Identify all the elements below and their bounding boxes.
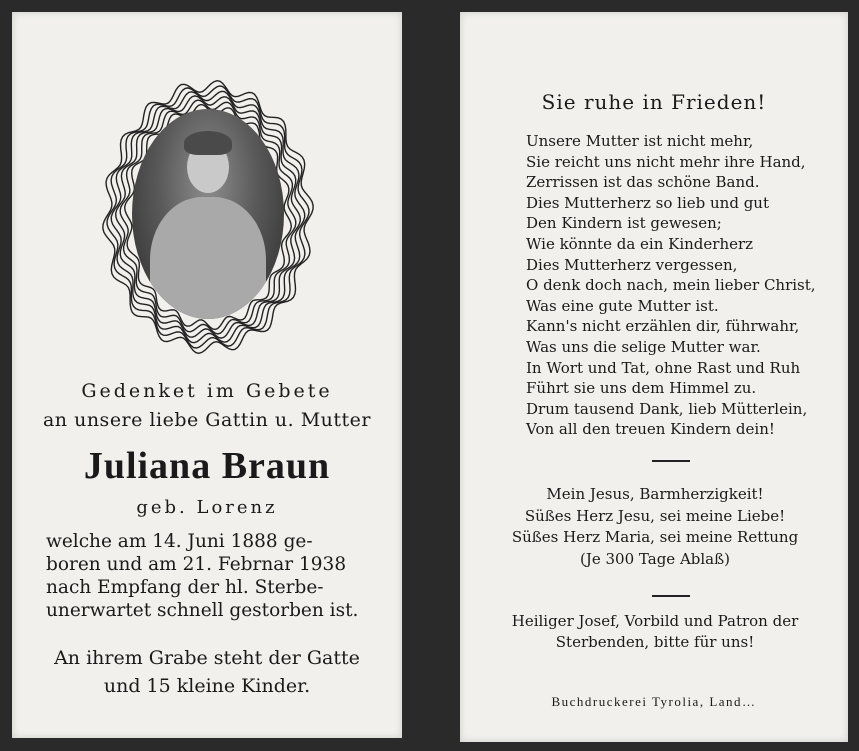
prayer-line: Mein Jesus, Barmherzigkeit! (546, 485, 764, 503)
closing-line: An ihrem Grabe steht der Gatte (54, 647, 360, 669)
invocation-line: Heiliger Josef, Vorbild und Patron der (511, 612, 799, 630)
bio-line: welche am 14. Juni 1888 ge- (46, 531, 313, 552)
closing-line: und 15 kleine Kinder. (103, 675, 311, 697)
prayer-block (480, 484, 830, 570)
deceased-name: Juliana Braun (83, 445, 331, 487)
poem-line: Den Kindern ist gewesen; (526, 214, 722, 233)
poem-line: Was uns die selige Mutter war. (526, 337, 761, 356)
rest-in-peace-title: Sie ruhe in Frieden! (541, 90, 767, 114)
prayer-line: Süßes Herz Jesu, sei meine Liebe! (524, 506, 786, 525)
poem-line: Von all den treuen Kindern dein! (526, 420, 775, 439)
poem-line: Was eine gute Mutter ist. (526, 296, 719, 315)
saint-joseph-invocation (480, 611, 830, 653)
bio-line: unerwartet schnell gestorben ist. (46, 600, 359, 621)
maiden-name: geb. Lorenz (136, 497, 278, 518)
poem-line: Dies Mutterherz vergessen, (526, 255, 738, 274)
remember-heading: Gedenket im Gebete (81, 380, 333, 402)
poem-line: Zerrissen ist das schöne Band. (526, 173, 760, 192)
printer-imprint: Buchdruckerei Tyrolia, Land… (551, 694, 757, 709)
poem-line: Dies Mutterherz so lieb und gut (526, 193, 769, 212)
left-card (12, 12, 402, 738)
poem-line: Kann's nicht erzählen dir, führwahr, (526, 317, 800, 336)
poem-line: Wie könnte da ein Kinderherz (526, 234, 754, 253)
portrait-frame (102, 77, 314, 357)
prayer-line: (Je 300 Tage Ablaß) (580, 549, 730, 568)
poem-line: O denk doch nach, mein lieber Christ, (526, 276, 816, 295)
bio-line: nach Empfang der hl. Sterbe- (46, 577, 324, 598)
invocation-line: Sterbenden, bitte für uns! (555, 633, 755, 651)
poem (526, 131, 826, 440)
poem-line: Drum tausend Dank, lieb Mütterlein, (526, 399, 808, 418)
poem-line: Unsere Mutter ist nicht mehr, (526, 132, 754, 150)
divider-rule (652, 460, 690, 462)
poem-line: Sie reicht uns nicht mehr ihre Hand, (526, 152, 806, 171)
right-card (460, 12, 848, 742)
closing-text (32, 644, 382, 700)
divider-rule (652, 595, 690, 597)
poem-line: In Wort und Tat, ohne Rast und Ruh (526, 358, 801, 377)
bio-line: boren und am 21. Febrnar 1938 (46, 554, 347, 575)
dedication-line: an unsere liebe Gattin u. Mutter (42, 409, 371, 431)
prayer-line: Süßes Herz Maria, sei meine Rettung (511, 528, 799, 546)
portrait-photo (132, 109, 284, 319)
poem-line: Führt sie uns dem Himmel zu. (526, 379, 757, 398)
biography (46, 530, 376, 622)
